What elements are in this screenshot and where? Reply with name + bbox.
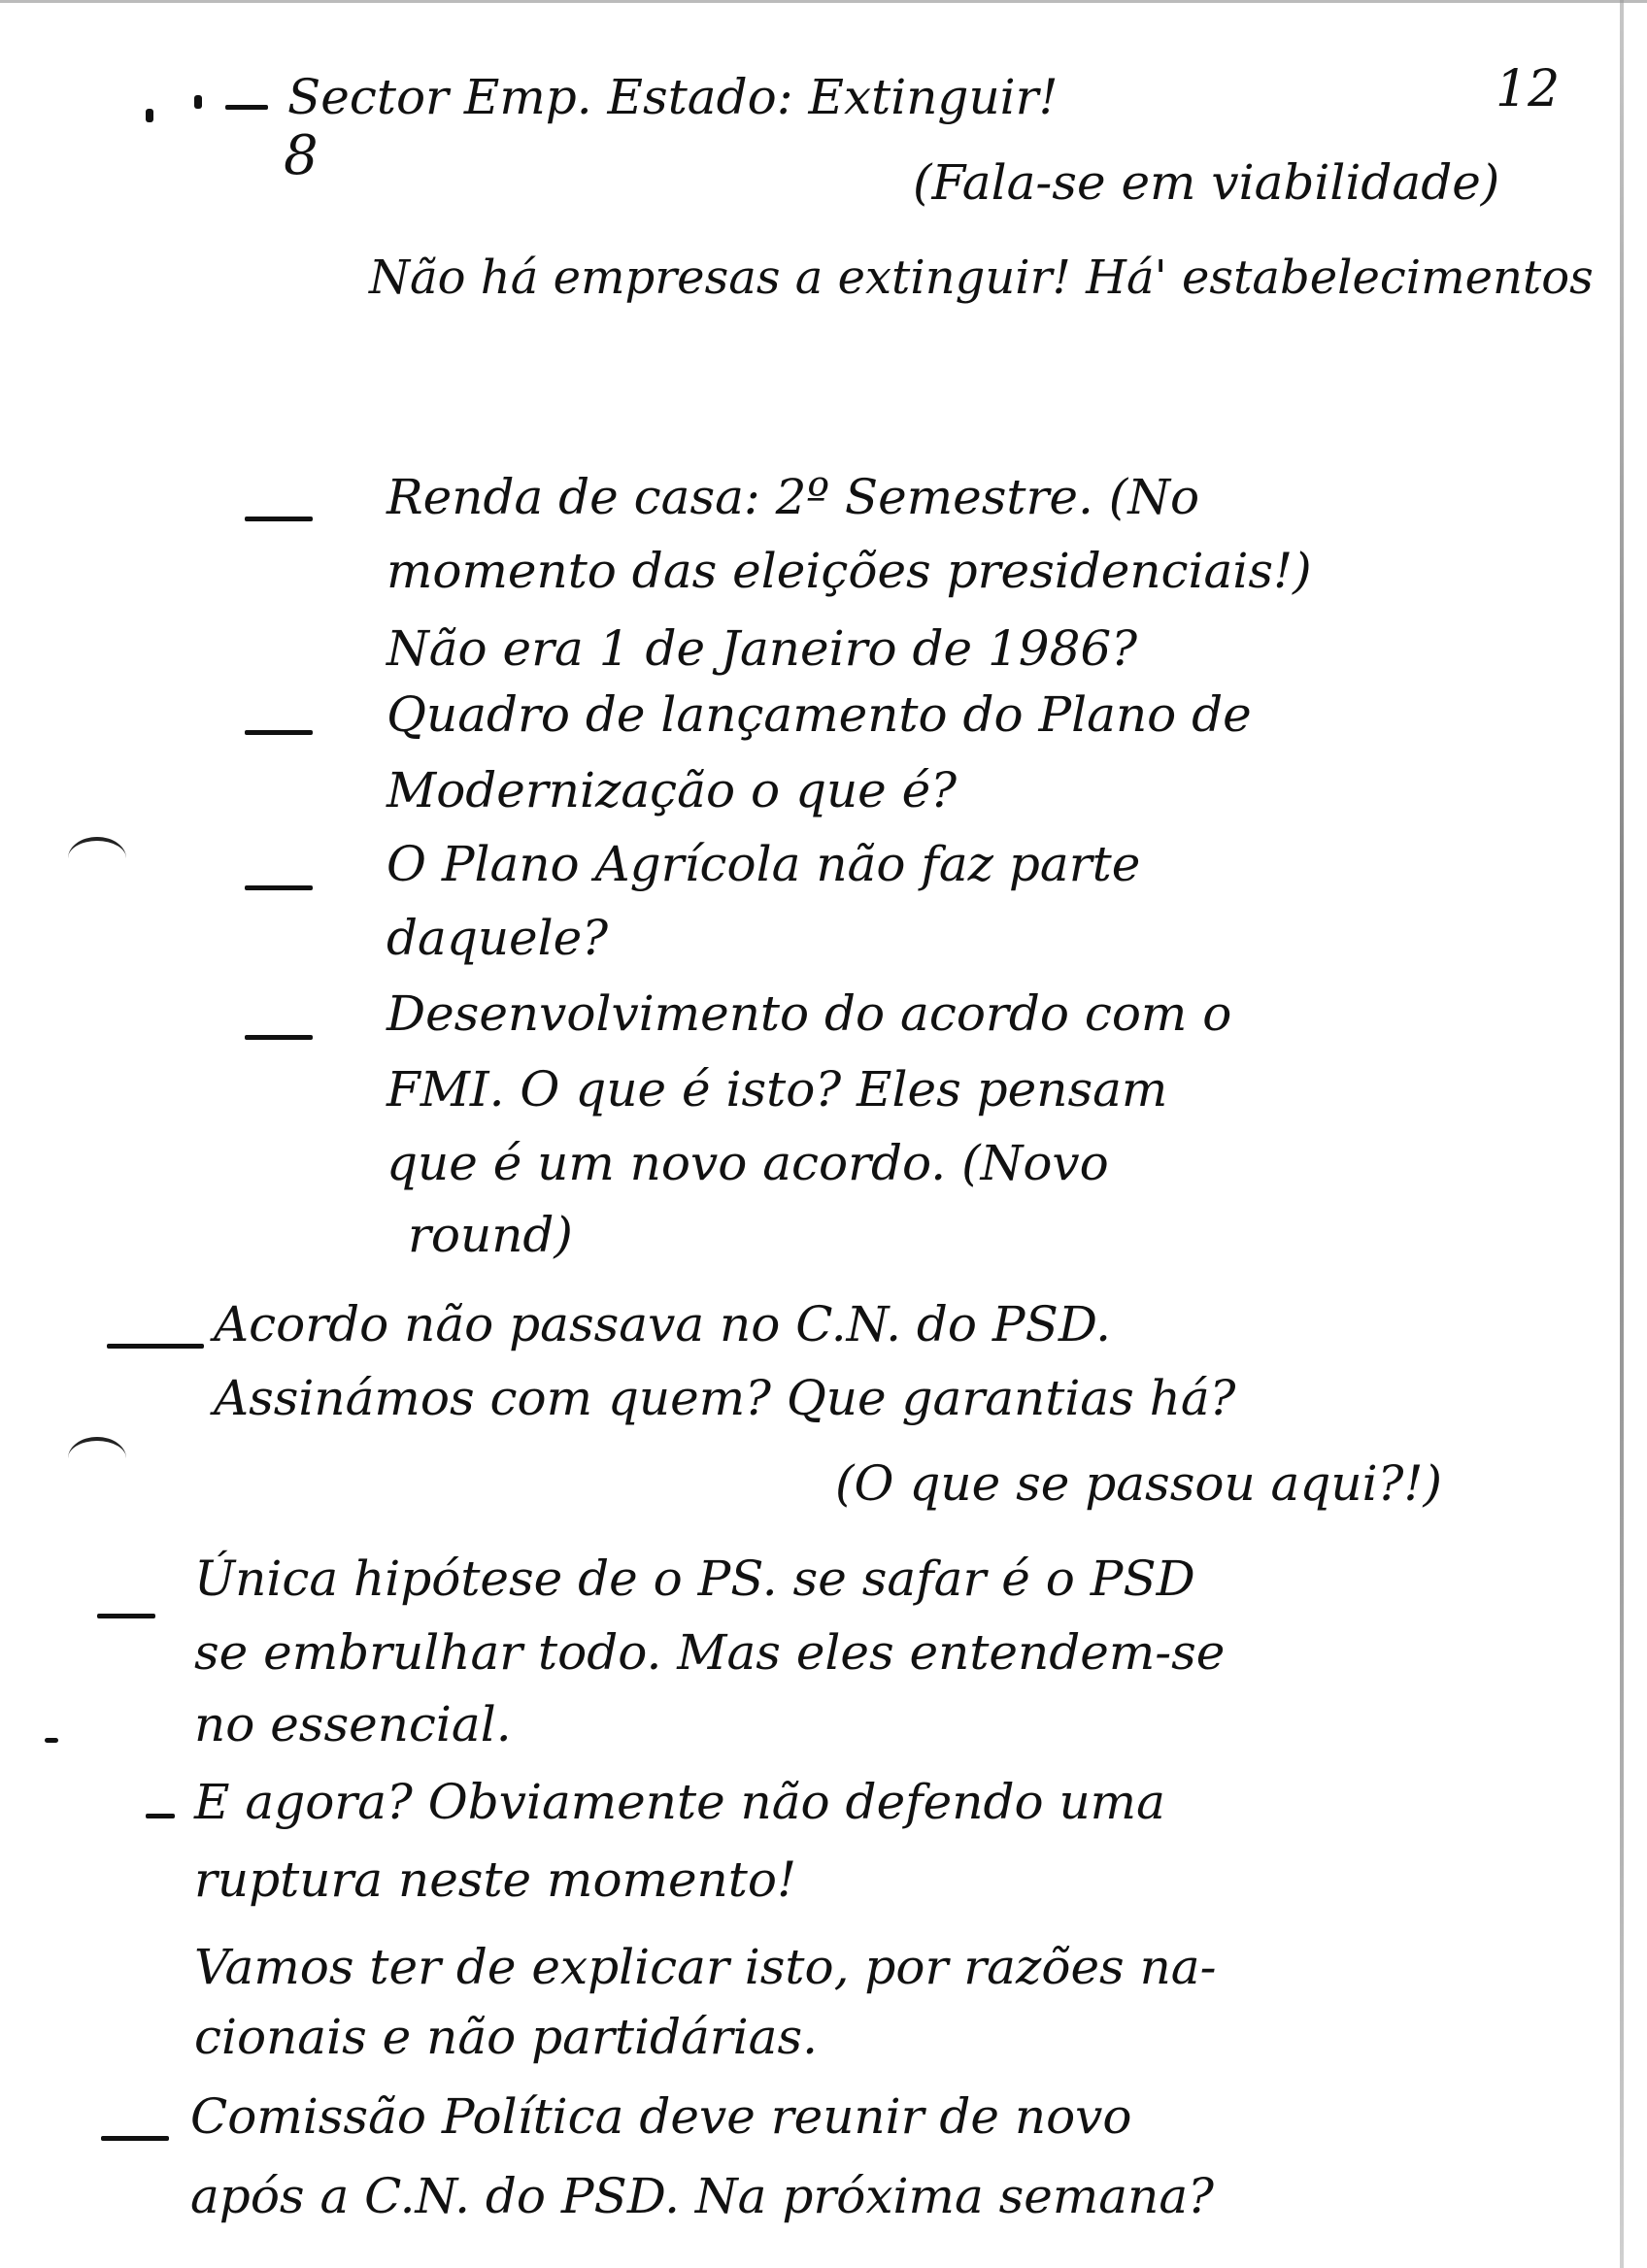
note-line: O Plano Agrícola não faz parte bbox=[387, 836, 1141, 892]
bullet-dash bbox=[146, 1814, 175, 1818]
note-line: Desenvolvimento do acordo com o bbox=[387, 985, 1232, 1042]
bullet-dash bbox=[101, 2136, 169, 2141]
bullet-dash bbox=[245, 885, 313, 890]
note-line: Comissão Política deve reunir de novo bbox=[190, 2088, 1132, 2145]
page-right-edge bbox=[1620, 0, 1624, 2268]
note-line: (O que se passou aqui?!) bbox=[835, 1455, 1442, 1512]
note-line: Modernização o que é? bbox=[387, 762, 958, 818]
margin-mark bbox=[146, 109, 153, 122]
page-top-edge bbox=[0, 0, 1647, 3]
note-line: Acordo não passava no C.N. do PSD. bbox=[214, 1296, 1112, 1352]
bullet-dash bbox=[245, 517, 313, 521]
note-line: que é um novo acordo. (Novo bbox=[387, 1135, 1109, 1191]
note-line: no essencial. bbox=[194, 1696, 512, 1752]
note-line: Renda de casa: 2º Semestre. (No bbox=[387, 469, 1200, 525]
note-line: se embrulhar todo. Mas eles entendem-se bbox=[194, 1624, 1226, 1681]
bullet-dash bbox=[97, 1614, 155, 1618]
bullet-dash bbox=[245, 1035, 313, 1040]
note-line: Sector Emp. Estado: Extinguir! bbox=[287, 69, 1059, 125]
note-line: após a C.N. do PSD. Na próxima semana? bbox=[190, 2168, 1214, 2224]
note-line: daquele? bbox=[387, 910, 609, 966]
page-number: 12 bbox=[1496, 60, 1561, 118]
punch-hole-mark bbox=[68, 1437, 126, 1480]
margin-mark bbox=[194, 95, 202, 109]
note-line: Vamos ter de explicar isto, por razões na- bbox=[194, 1939, 1217, 1995]
margin-mark bbox=[45, 1738, 58, 1743]
corner-mark: 8 bbox=[284, 124, 319, 187]
note-line: momento das eleições presidenciais!) bbox=[387, 543, 1312, 599]
punch-hole-mark bbox=[68, 837, 126, 880]
note-line: Quadro de lançamento do Plano de bbox=[387, 686, 1252, 743]
note-line: Não há empresas a extinguir! Há' estabelecimentos bbox=[369, 250, 1594, 305]
note-line: round) bbox=[408, 1207, 573, 1263]
bullet-dash bbox=[225, 105, 268, 110]
note-line: (Fala-se em viabilidade) bbox=[913, 154, 1500, 211]
note-line: Única hipótese de o PS. se safar é o PSD bbox=[194, 1551, 1195, 1607]
bullet-dash bbox=[107, 1344, 204, 1349]
note-line: E agora? Obviamente não defendo uma bbox=[194, 1774, 1165, 1830]
note-line: ruptura neste momento! bbox=[194, 1851, 797, 1908]
bullet-dash bbox=[245, 730, 313, 735]
note-line: cionais e não partidárias. bbox=[194, 2009, 819, 2065]
note-line: FMI. O que é isto? Eles pensam bbox=[387, 1061, 1168, 1117]
note-line: Não era 1 de Janeiro de 1986? bbox=[387, 620, 1138, 677]
note-line: Assinámos com quem? Que garantias há? bbox=[214, 1370, 1236, 1426]
